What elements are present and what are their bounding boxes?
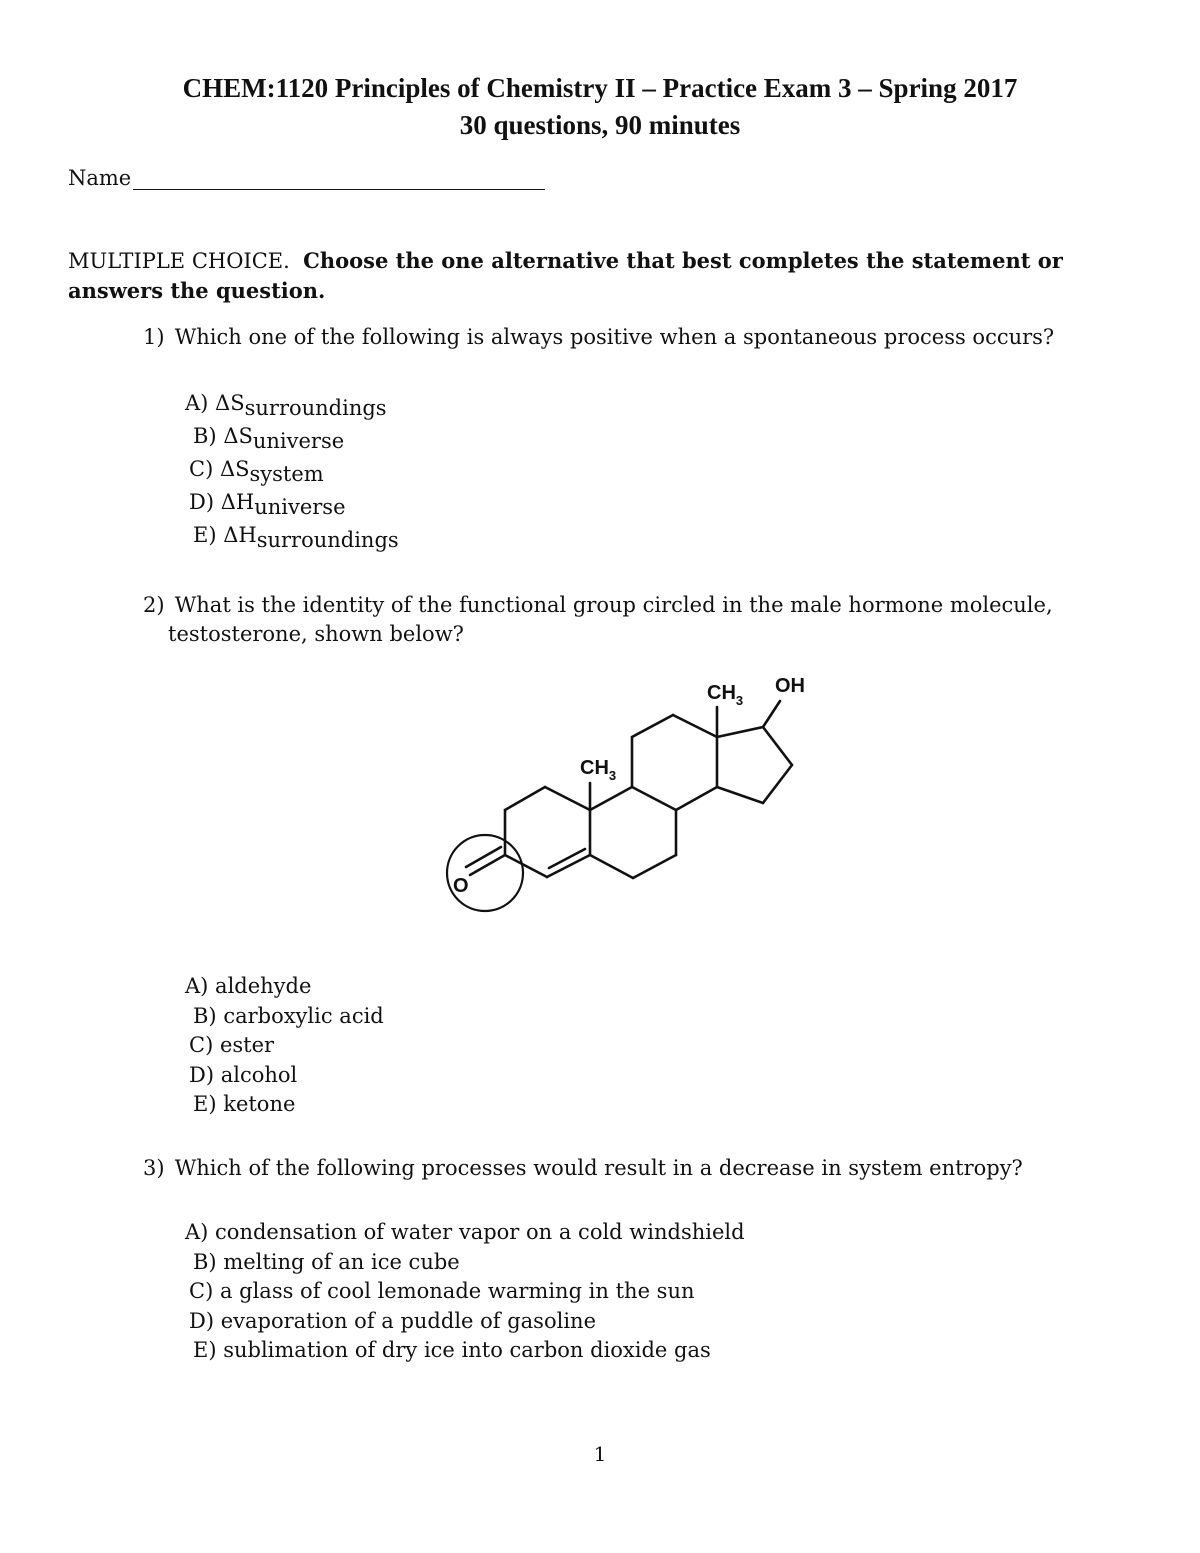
bond	[505, 787, 545, 810]
bond	[633, 855, 676, 878]
choice-text: a glass of cool lemonade warming in the sun	[219, 1279, 695, 1303]
choice-letter: D)	[189, 1062, 215, 1087]
choice-letter: B)	[193, 424, 217, 448]
choice-subscript: surroundings	[256, 528, 399, 552]
name-label: Name	[68, 166, 132, 190]
question-text-line-2: testosterone, shown below?	[168, 622, 464, 646]
instructions-lead: MULTIPLE CHOICE.	[68, 249, 290, 273]
choice-letter: C)	[189, 1033, 214, 1057]
question-text: Which of the following processes would result in a decrease in system entropy?	[174, 1156, 1023, 1180]
bond	[763, 727, 792, 765]
choice-b[interactable]	[185, 420, 399, 453]
choice-b[interactable]	[185, 1002, 384, 1032]
question-number: 1)	[143, 325, 165, 349]
choice-d[interactable]	[185, 486, 399, 519]
question-text-line-1: What is the identity of the functional group circled in the male hormone molecule,	[174, 593, 1053, 617]
carbonyl-bond	[470, 855, 505, 875]
choice-a[interactable]	[185, 1218, 745, 1248]
choice-text: condensation of water vapor on a cold windshield	[215, 1220, 745, 1244]
choice-text: carboxylic acid	[223, 1003, 384, 1028]
choice-c[interactable]	[185, 1031, 384, 1061]
question-3-choices	[185, 1218, 745, 1366]
question-2-choices	[185, 972, 384, 1120]
choice-letter: C)	[189, 1279, 214, 1303]
choice-letter: B)	[193, 1003, 217, 1028]
choice-text: alcohol	[220, 1062, 298, 1087]
choice-a[interactable]	[185, 387, 399, 420]
question-number: 2)	[143, 593, 165, 617]
bond	[505, 855, 547, 877]
choice-text: ketone	[223, 1092, 296, 1116]
choice-a[interactable]	[185, 972, 384, 1002]
exam-subtitle: 30 questions, 90 minutes	[459, 110, 741, 140]
question-1	[143, 323, 1063, 352]
bond	[632, 715, 673, 737]
methyl-label: $CH_3$	[707, 682, 744, 708]
bond	[590, 787, 632, 810]
hydroxyl-bond	[763, 701, 780, 727]
instructions-text: Choose the one alternative that best completes the statement or answers the question.	[68, 248, 1063, 303]
choice-text: aldehyde	[215, 974, 312, 998]
instructions	[68, 246, 1138, 306]
choice-symbol: ΔH	[220, 490, 255, 514]
choice-letter: D)	[189, 490, 215, 514]
choice-c[interactable]	[185, 1277, 745, 1307]
oxygen-label: O	[453, 875, 469, 897]
carbonyl-bond	[466, 847, 501, 867]
testosterone-structure	[430, 665, 830, 920]
page-number: 1	[593, 1442, 607, 1466]
question-3	[143, 1154, 1063, 1183]
choice-subscript: system	[249, 462, 324, 486]
choice-text: melting of an ice cube	[223, 1249, 460, 1274]
choice-letter: D)	[189, 1308, 215, 1333]
bond	[545, 787, 590, 810]
name-blank-line[interactable]	[133, 167, 545, 190]
hydroxyl-label: OH	[775, 675, 805, 697]
choice-letter: E)	[193, 1338, 217, 1362]
choice-c[interactable]	[185, 453, 399, 486]
choice-letter: B)	[193, 1249, 217, 1274]
choice-letter: A)	[185, 1220, 209, 1244]
choice-subscript: surroundings	[244, 396, 387, 420]
choice-text: ester	[219, 1033, 275, 1057]
choice-d[interactable]	[185, 1307, 745, 1337]
choice-text: sublimation of dry ice into carbon dioxide gas	[223, 1338, 711, 1362]
choice-subscript: universe	[254, 495, 346, 519]
question-1-choices	[185, 387, 399, 552]
choice-subscript: universe	[252, 429, 345, 453]
bond	[676, 787, 717, 810]
choice-d[interactable]	[185, 1061, 384, 1091]
double-bond	[549, 849, 585, 868]
bond	[717, 727, 763, 737]
choice-symbol: ΔS	[219, 457, 250, 481]
choice-letter: E)	[193, 523, 217, 547]
choice-symbol: ΔS	[223, 424, 253, 448]
question-number: 3)	[143, 1156, 165, 1180]
name-field[interactable]	[68, 166, 545, 190]
bond	[590, 855, 633, 878]
choice-letter: A)	[185, 391, 209, 415]
bond	[717, 787, 763, 803]
choice-text: evaporation of a puddle of gasoline	[220, 1308, 596, 1333]
choice-b[interactable]	[185, 1248, 745, 1278]
choice-symbol: ΔS	[215, 391, 245, 415]
choice-letter: E)	[193, 1092, 217, 1116]
bond	[673, 715, 717, 737]
choice-e[interactable]	[185, 1336, 745, 1366]
choice-e[interactable]	[185, 1090, 384, 1120]
exam-title: CHEM:1120 Principles of Chemistry II – Practice Exam 3 – Spring 2017	[182, 73, 1018, 103]
bond	[763, 765, 792, 803]
question-text: Which one of the following is always positive when a spontaneous process occurs?	[174, 325, 1055, 349]
question-2	[143, 591, 1063, 649]
choice-letter: C)	[189, 457, 214, 481]
choice-letter: A)	[185, 974, 209, 998]
choice-e[interactable]	[185, 519, 399, 552]
bond	[632, 787, 676, 810]
highlight-circle	[447, 835, 523, 911]
choice-symbol: ΔH	[223, 523, 257, 547]
methyl-label: $CH_3$	[580, 757, 617, 783]
